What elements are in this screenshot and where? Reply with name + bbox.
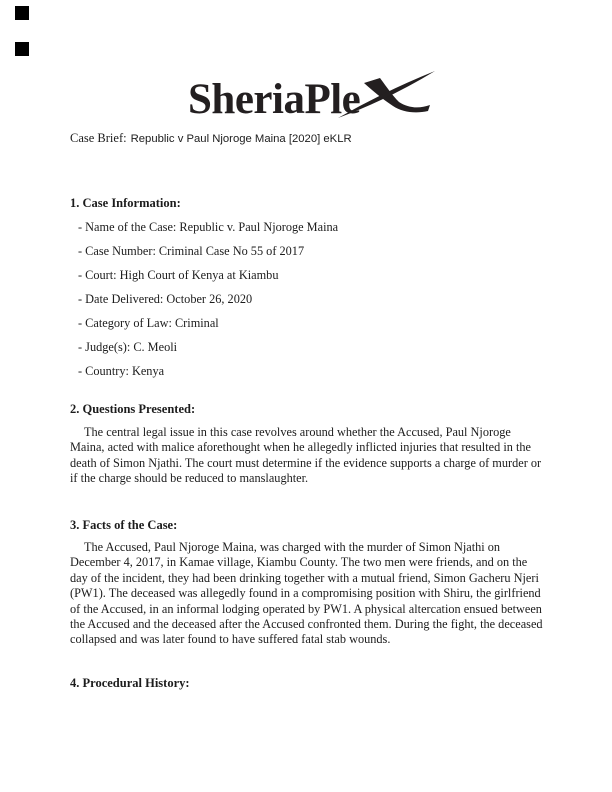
logo-wordmark: SheriaPle xyxy=(188,76,361,123)
document-title xyxy=(70,129,352,147)
section-heading-facts-of-the-case: 3. Facts of the Case: xyxy=(70,518,178,532)
logo-x-thick-stroke xyxy=(364,78,430,112)
case-info-item-number: - Case Number: Criminal Case No 55 of 2017 xyxy=(78,244,305,258)
sheriaplex-logo-graphic xyxy=(188,69,436,123)
case-info-item-name: - Name of the Case: Republic v. Paul Njoroge Maina xyxy=(78,220,339,234)
sheriaplex-logo xyxy=(188,69,436,123)
section-heading-case-information: 1. Case Information: xyxy=(70,196,181,210)
case-info-item-date: - Date Delivered: October 26, 2020 xyxy=(78,292,253,306)
document-title-label: Case Brief: xyxy=(70,131,127,145)
case-info-item-country: - Country: Kenya xyxy=(78,364,165,378)
case-info-item-category: - Category of Law: Criminal xyxy=(78,316,219,330)
corner-mark-top xyxy=(15,6,29,20)
facts-of-the-case-paragraph: The Accused, Paul Njoroge Maina, was charged with the murder of Simon Njathi on December 4, 2017, in Kamae village, Kiambu County. The two men were friends, and on the day of the incident, they had been drinking together with a mutual friend, Simon Gacheru Njeri (PW1). The deceased was allegedly found in a compromising position with Shiru, the girlfriend of the Accused, in an informal lodging operated by PW1. A physical altercation ensued between the Accused and the deceased after the Accused confronted them. During the fight, the deceased collapsed and was later found to have suffered fatal stab wounds. xyxy=(70,540,543,647)
case-info-item-court: - Court: High Court of Kenya at Kiambu xyxy=(78,268,279,282)
section-heading-procedural-history: 4. Procedural History: xyxy=(70,676,190,690)
corner-mark-bottom xyxy=(15,42,29,56)
questions-presented-paragraph: The central legal issue in this case revolves around whether the Accused, Paul Njoroge Maina, acted with malice aforethought when he allegedly inflicted injuries that resulted in the death of Simon Njathi. The court must determine if the evidence supports a charge of murder or if the charge should be reduced to manslaughter. xyxy=(70,425,542,486)
case-info-item-judges: - Judge(s): C. Meoli xyxy=(78,340,178,354)
case-information-list xyxy=(78,215,338,383)
case-citation: Republic v Paul Njoroge Maina [2020] eKLR xyxy=(130,133,352,145)
section-heading-questions-presented: 2. Questions Presented: xyxy=(70,402,196,416)
